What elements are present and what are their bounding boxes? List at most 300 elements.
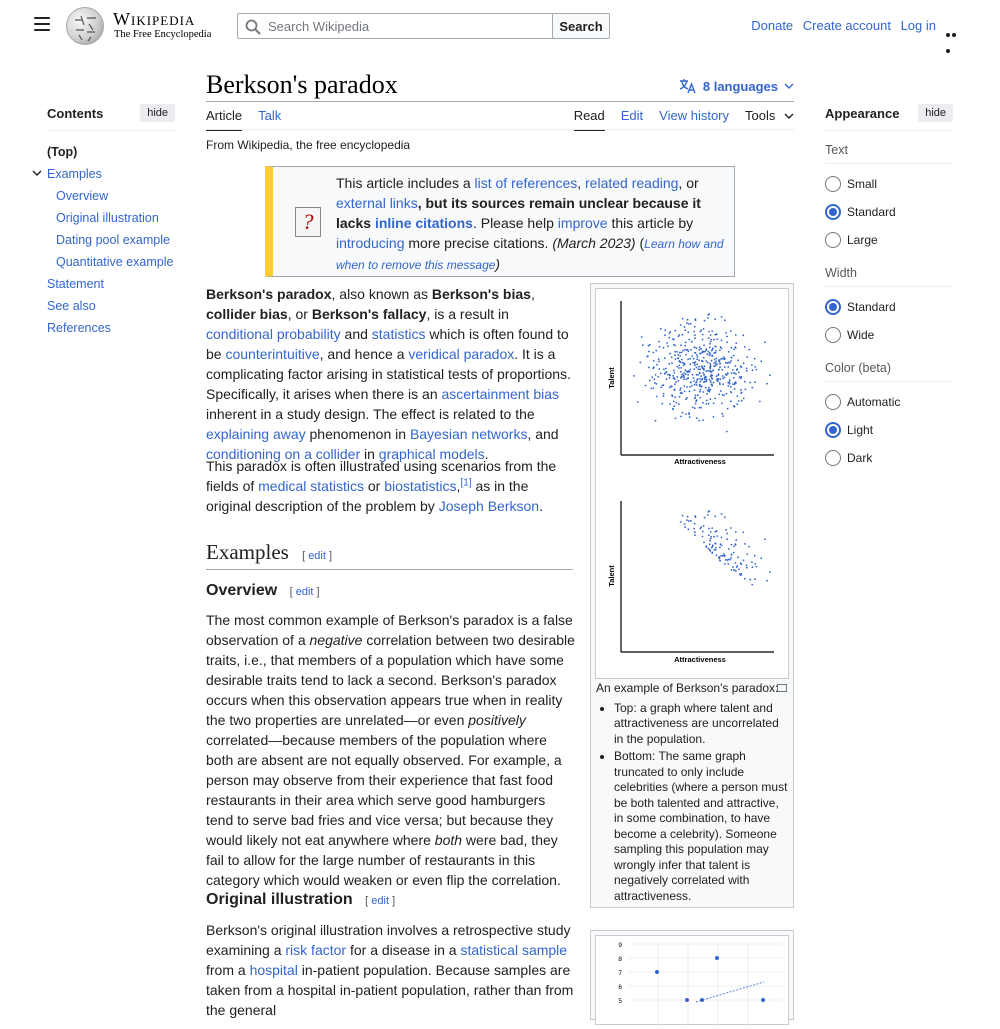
log-in-link[interactable]: Log in <box>900 18 936 33</box>
chevron-down-icon <box>784 82 794 90</box>
radio-selected-icon[interactable] <box>825 299 841 315</box>
scatter-point <box>729 362 731 364</box>
radio-selected-icon[interactable] <box>825 422 841 438</box>
scatter-point <box>705 360 707 362</box>
width-wide[interactable] <box>825 321 953 349</box>
scatter-point <box>668 337 670 339</box>
scatter-point <box>729 383 731 385</box>
scatter-point <box>738 372 740 374</box>
title-divider <box>206 101 794 102</box>
search-box[interactable] <box>237 13 553 39</box>
toc-link-statement[interactable]: Statement <box>47 277 104 291</box>
scatter-point <box>660 373 662 375</box>
section-heading-original-illustration <box>206 891 395 909</box>
scatter-point <box>703 368 705 370</box>
edit-link[interactable]: edit <box>308 550 326 562</box>
search-button[interactable]: Search <box>552 13 610 39</box>
header <box>0 0 1000 52</box>
toc-link-original-illustration[interactable]: Original illustration <box>56 211 159 225</box>
toc-item-quantitative[interactable] <box>47 251 175 273</box>
edit-link[interactable]: edit <box>295 586 314 598</box>
biostatistics-link[interactable]: biostatistics <box>384 478 457 494</box>
color-dark[interactable] <box>825 444 953 472</box>
scatter-point <box>735 543 737 545</box>
scatter-point <box>728 362 730 364</box>
scatter-point <box>702 402 704 404</box>
lead-paragraph <box>206 284 576 464</box>
scatter-point <box>756 369 758 371</box>
scatter-point <box>650 388 652 390</box>
scatter-point <box>766 580 768 582</box>
text: The most common example of Berkson's paradox is a false observation of a <box>206 612 573 648</box>
logo-title: Wikipedia <box>113 9 196 29</box>
scatter-point <box>752 369 754 371</box>
scatter-point <box>714 515 716 517</box>
scatter-point <box>717 378 719 380</box>
scatter-point <box>686 349 688 351</box>
scatter-point <box>714 365 716 367</box>
inline-citations-link[interactable]: inline citations <box>374 215 473 231</box>
scatter-point <box>696 367 698 369</box>
ascertainment-bias-link[interactable]: ascertainment bias <box>441 386 560 402</box>
toc-item-references[interactable] <box>47 317 175 339</box>
caption-title: An example of Berkson's paradox: <box>596 681 779 695</box>
scatter-point <box>718 556 720 558</box>
scatter-point <box>695 394 697 396</box>
scatter-point <box>689 416 691 418</box>
scatter-point <box>673 401 675 403</box>
statistics-link[interactable]: statistics <box>371 326 426 342</box>
scatter-figure[interactable] <box>595 288 789 679</box>
scatter-point <box>684 526 686 528</box>
scatter-point <box>732 383 734 385</box>
text: Berkson's original illustration involves a retrospective study examining a <box>206 922 571 958</box>
scatter-point <box>677 380 679 382</box>
bold-term: collider bias <box>206 306 288 322</box>
text: , and hence a <box>319 346 409 362</box>
scatter-point <box>718 394 720 396</box>
veridical-paradox-link[interactable]: veridical paradox <box>408 346 515 362</box>
scatter-point <box>695 352 697 354</box>
toc-link-see-also[interactable]: See also <box>47 299 96 313</box>
scatter-point <box>707 548 709 550</box>
width-standard[interactable] <box>825 293 953 321</box>
scatter-point <box>708 403 710 405</box>
scatter-point <box>719 547 721 549</box>
scatter-point <box>686 370 688 372</box>
appearance-header <box>825 104 953 131</box>
scatter-point <box>669 375 671 377</box>
site-tagline: From Wikipedia, the free encyclopedia <box>206 138 411 152</box>
scatter-point <box>702 361 704 363</box>
radio-icon[interactable] <box>825 394 841 410</box>
scatter-point <box>666 342 668 344</box>
scatter-point <box>633 375 635 377</box>
appearance-hide-button[interactable]: hide <box>918 104 953 122</box>
scatter-point <box>707 370 709 372</box>
scatter-point <box>736 566 738 568</box>
second-chart[interactable] <box>595 935 789 1025</box>
scatter-point <box>673 372 675 374</box>
scatter-point <box>746 356 748 358</box>
scatter-point <box>746 370 748 372</box>
scatter-point <box>733 405 735 407</box>
table-of-contents <box>47 104 175 339</box>
scatter-point <box>692 374 694 376</box>
color-light[interactable] <box>825 416 953 444</box>
scatter-point <box>727 382 729 384</box>
scatter-point <box>702 391 704 393</box>
scatter-point <box>751 584 753 586</box>
text: , or <box>287 306 312 322</box>
scatter-point <box>729 379 731 381</box>
tab-view-history[interactable]: View history <box>659 108 730 123</box>
toc-item-see-also[interactable] <box>47 295 175 317</box>
scatter-point <box>704 320 706 322</box>
scatter-point <box>687 358 689 360</box>
second-paragraph <box>206 456 576 516</box>
scatter-point <box>687 374 689 376</box>
edit-section: [ edit ] <box>302 550 333 562</box>
text: from a <box>206 962 250 978</box>
scatter-point <box>731 392 733 394</box>
scatter-point <box>731 544 733 546</box>
scatter-point <box>708 391 710 393</box>
scatter-point <box>722 555 724 557</box>
ellipsis-icon[interactable] <box>946 24 962 28</box>
scatter-point <box>680 521 682 523</box>
list-of-references-link[interactable]: list of references <box>474 175 578 191</box>
scatter-point <box>717 374 719 376</box>
bold-text: , but its sources remain unclear because it lacks <box>336 195 701 231</box>
toc-item-dating-pool[interactable] <box>47 229 175 251</box>
scatter-point <box>727 408 729 410</box>
scatter-point <box>711 330 713 332</box>
scatter-point <box>703 541 705 543</box>
scatter-point <box>652 368 654 370</box>
scatter-point <box>711 360 713 362</box>
scatter-point <box>690 349 692 351</box>
graphical-models-link[interactable]: graphical models <box>378 446 485 462</box>
user-links <box>745 18 936 33</box>
text: were bad, they fail to allow for the large number of restaurants in this category which would weaken or even flip the correlation. <box>206 832 561 888</box>
wordmark[interactable] <box>113 9 211 41</box>
bayesian-networks-link[interactable]: Bayesian networks <box>409 426 528 442</box>
scatter-point <box>699 378 701 380</box>
radio-icon[interactable] <box>825 327 841 343</box>
tab-article[interactable]: Article <box>206 108 242 131</box>
donate-link[interactable]: Donate <box>751 18 794 33</box>
medical-statistics-link[interactable]: medical statistics <box>258 478 364 494</box>
data-point <box>715 956 719 960</box>
external-links-link[interactable]: external links <box>336 195 418 211</box>
scatter-point <box>694 384 696 386</box>
scatter-point <box>674 351 676 353</box>
scatter-point <box>709 543 711 545</box>
hamburger-icon[interactable] <box>34 17 50 33</box>
languages-button[interactable] <box>679 78 794 94</box>
scatter-point <box>676 376 678 378</box>
related-reading-link[interactable]: related reading <box>585 175 679 191</box>
scatter-point <box>700 353 702 355</box>
scatter-point <box>684 326 686 328</box>
tabs-divider <box>206 129 794 130</box>
view-tabs <box>574 108 794 131</box>
text-size-large[interactable] <box>825 226 953 254</box>
text: , <box>577 175 586 191</box>
scatter-point <box>711 378 713 380</box>
tick-label: 6 <box>618 984 622 991</box>
scatter-point <box>642 344 644 346</box>
radio-icon[interactable] <box>825 232 841 248</box>
scatter-point <box>715 555 717 557</box>
scatter-point <box>683 378 685 380</box>
scatter-point <box>694 523 696 525</box>
text: for a disease in a <box>346 942 461 958</box>
scatter-point <box>764 538 766 540</box>
scatter-point <box>681 352 683 354</box>
text: , <box>456 478 461 494</box>
scatter-point <box>719 366 721 368</box>
tab-read[interactable]: Read <box>574 108 605 131</box>
counterintuitive-link[interactable]: counterintuitive <box>225 346 320 362</box>
toc-title: Contents <box>47 105 104 121</box>
scatter-point <box>718 359 720 361</box>
scatter-point <box>681 392 683 394</box>
scatter-plots <box>596 289 790 680</box>
scatter-point <box>711 376 713 378</box>
scatter-point <box>726 393 728 395</box>
scatter-point <box>687 377 689 379</box>
scatter-point <box>708 389 710 391</box>
scatter-point <box>672 375 674 377</box>
toc-item-statement[interactable] <box>47 273 175 295</box>
text: . <box>484 446 489 462</box>
scatter-point <box>694 389 696 391</box>
toc-hide-button[interactable]: hide <box>140 104 175 122</box>
scatter-point <box>706 379 708 381</box>
scatter-point <box>741 400 743 402</box>
scatter-point <box>699 407 701 409</box>
scatter-point <box>707 514 709 516</box>
caption-item-top: • Top: a graph where talent and attractiveness are uncorrelated in the population. <box>614 701 788 748</box>
toc-item-top[interactable]: (Top) <box>47 145 78 159</box>
scatter-point <box>709 355 711 357</box>
color-automatic[interactable] <box>825 388 953 416</box>
scatter-point <box>746 567 748 569</box>
toc-item-examples[interactable] <box>47 163 175 185</box>
create-account-link[interactable]: Create account <box>802 18 891 33</box>
scatter-point <box>698 359 700 361</box>
conditional-probability-link[interactable]: conditional probability <box>206 326 341 342</box>
scatter-point <box>685 342 687 344</box>
scatter-point <box>713 536 715 538</box>
data-point <box>761 998 765 1002</box>
scatter-point <box>709 346 711 348</box>
scatter-point <box>658 358 660 360</box>
scatter-point <box>699 385 701 387</box>
scatter-point <box>693 528 695 530</box>
text: more precise citations. <box>404 235 553 251</box>
toc-item-overview[interactable] <box>47 185 175 207</box>
scatter-point <box>658 341 660 343</box>
scatter-point <box>722 383 724 385</box>
scatter-point <box>689 371 691 373</box>
text: as in the original description of the problem by <box>206 478 529 514</box>
section-heading-overview <box>206 582 320 600</box>
scatter-point <box>735 373 737 375</box>
toc-link-overview[interactable]: Overview <box>56 189 109 203</box>
scatter-point <box>686 397 688 399</box>
scatter-point <box>711 552 713 554</box>
scatter-point <box>754 578 756 580</box>
risk-factor-link[interactable]: risk factor <box>285 942 347 958</box>
radio-icon[interactable] <box>825 450 841 466</box>
scatter-point <box>669 331 671 333</box>
scatter-point <box>659 346 661 348</box>
tab-talk[interactable]: Talk <box>258 108 282 123</box>
scatter-point <box>697 374 699 376</box>
scatter-point <box>721 369 723 371</box>
tick-label: 8 <box>618 956 622 963</box>
scatter-point <box>764 341 766 343</box>
scatter-point <box>725 332 727 334</box>
toc-link-dating-pool[interactable]: Dating pool example <box>56 233 170 247</box>
remove-message-link[interactable]: Learn how and when to remove this message <box>336 237 724 272</box>
scatter-point <box>682 374 684 376</box>
scatter-point <box>740 389 742 391</box>
scatter-point <box>751 387 753 389</box>
text-size-standard[interactable] <box>825 198 953 226</box>
radio-selected-icon[interactable] <box>825 204 841 220</box>
scatter-point <box>716 535 718 537</box>
edit-link[interactable]: edit <box>371 895 390 907</box>
scatter-point <box>666 371 668 373</box>
scatter-point <box>689 390 691 392</box>
scatter-point <box>687 319 689 321</box>
scatter-point <box>709 398 711 400</box>
scatter-point <box>715 547 717 549</box>
scatter-point <box>719 363 721 365</box>
chevron-down-icon[interactable] <box>32 163 42 185</box>
scatter-point <box>710 380 712 382</box>
scatter-point <box>716 338 718 340</box>
scatter-point <box>694 531 696 533</box>
scatter-point <box>676 402 678 404</box>
scatter-point <box>732 369 734 371</box>
scatter-point <box>679 389 681 391</box>
toc-header <box>47 104 175 131</box>
scatter-point <box>696 417 698 419</box>
conditioning-on-collider-link[interactable]: conditioning on a collider <box>206 446 361 462</box>
scatter-point <box>696 347 698 349</box>
wikipedia-globe-icon[interactable] <box>66 7 104 45</box>
radio-label: Automatic <box>847 395 901 409</box>
figure-second <box>590 930 794 1020</box>
appearance-title: Appearance <box>825 105 900 121</box>
scatter-point <box>674 389 676 391</box>
scatter-point <box>727 372 729 374</box>
data-point <box>655 970 659 974</box>
radio-label: Standard <box>847 205 896 219</box>
scatter-point <box>733 552 735 554</box>
scatter-point <box>671 356 673 358</box>
search-input[interactable] <box>266 17 546 35</box>
toc-list <box>47 141 175 339</box>
joseph-berkson-link[interactable]: Joseph Berkson <box>438 498 540 514</box>
radio-icon[interactable] <box>825 176 841 192</box>
improve-link[interactable]: improve <box>557 215 608 231</box>
toc-link-references[interactable]: References <box>47 321 111 335</box>
scatter-point <box>664 373 666 375</box>
scatter-point <box>685 373 687 375</box>
scatter-point <box>740 562 742 564</box>
scatter-point <box>694 318 696 320</box>
scatter-point <box>741 392 743 394</box>
tab-tools[interactable] <box>745 108 794 131</box>
scatter-point <box>697 368 699 370</box>
scatter-point <box>704 517 706 519</box>
reference-link[interactable]: [1] <box>460 477 472 489</box>
scatter-point <box>713 339 715 341</box>
explaining-away-link[interactable]: explaining away <box>206 426 306 442</box>
scatter-point <box>669 377 671 379</box>
scatter-point <box>689 358 691 360</box>
scatter-point <box>720 390 722 392</box>
scatter-point <box>694 326 696 328</box>
scatter-point <box>672 338 674 340</box>
scatter-point <box>696 358 698 360</box>
scatter-point <box>714 334 716 336</box>
scatter-point <box>687 371 689 373</box>
statistical-sample-link[interactable]: statistical sample <box>460 942 568 958</box>
scatter-point <box>690 381 692 383</box>
scatter-point <box>680 416 682 418</box>
scatter-point <box>676 366 678 368</box>
toc-item-original-illustration[interactable] <box>47 207 175 229</box>
scatter-point <box>675 381 677 383</box>
radio-label: Standard <box>847 300 896 314</box>
tab-edit[interactable]: Edit <box>620 108 644 123</box>
text-size-small[interactable] <box>825 170 953 198</box>
heading-text: Original illustration <box>206 891 353 908</box>
scatter-point <box>733 377 735 379</box>
scatter-point <box>725 362 727 364</box>
scatter-point <box>728 351 730 353</box>
scatter-point <box>687 516 689 518</box>
scatter-point <box>722 375 724 377</box>
scatter-point <box>669 403 671 405</box>
scatter-point <box>754 358 756 360</box>
text: inherent in a study design. The effect is related to the <box>206 406 535 422</box>
scatter-point <box>759 401 761 403</box>
toc-link-examples[interactable]: Examples <box>47 167 102 181</box>
scatter-point <box>688 323 690 325</box>
scatter-point <box>692 407 694 409</box>
toc-link-quantitative[interactable]: Quantitative example <box>56 255 174 269</box>
hospital-link[interactable]: hospital <box>249 962 298 978</box>
introducing-link[interactable]: introducing <box>336 235 405 251</box>
scatter-point <box>710 536 712 538</box>
overview-paragraph <box>206 610 576 890</box>
scatter-point <box>734 382 736 384</box>
italic-text: both <box>434 832 463 848</box>
scatter-point <box>730 386 732 388</box>
scatter-point <box>709 379 711 381</box>
scatter-point <box>721 537 723 539</box>
color-label: Color (beta) <box>825 349 953 382</box>
scatter-point <box>719 350 721 352</box>
